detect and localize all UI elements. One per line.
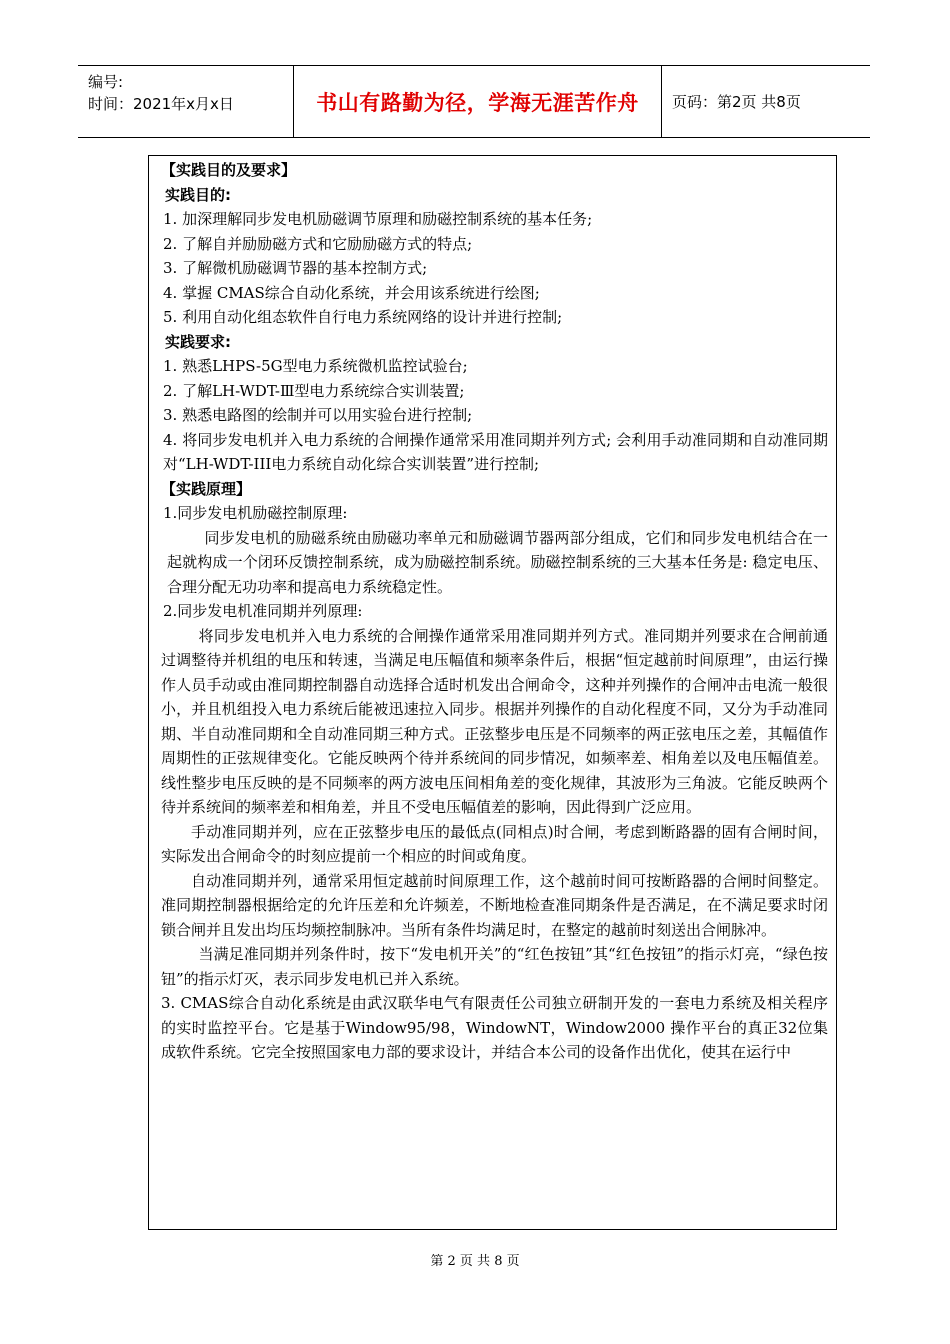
principle-6-text: 3. CMAS综合自动化系统是由武汉联华电气有限责任公司独立研制开发的一套电力系统及相关程序的实时监控平台。它是基于Window95/98，WindowNT，Window2000 操作平台的真正32位集成软件系统。它完全按照国家电力部的要求设计，并结合本公司的设备作出优化，使其在运行中 bbox=[161, 994, 828, 1061]
purpose-item-5: 5. 利用自动化组态软件自行电力系统网络的设计并进行控制; bbox=[163, 308, 563, 326]
content-body bbox=[149, 156, 836, 1065]
page-footer: 第 2 页 共 8 页 bbox=[430, 1254, 520, 1269]
principle-2-title: 2.同步发电机准同期并列原理: bbox=[163, 602, 363, 620]
principle-5-text: 当满足准同期并列条件时，按下“发电机开关”的“红色按钮”其“红色按钮”的指示灯亮，“绿色按钮”的指示灯灭，表示同步发电机已并入系统。 bbox=[161, 945, 828, 988]
principle-2-text: 将同步发电机并入电力系统的合闸操作通常采用准同期并列方式。准同期并列要求在合闸前通过调整待并机组的电压和转速，当满足电压幅值和频率条件后，根据“恒定越前时间原理”，由运行操作人员手动或由准同期控制器自动选择合适时机发出合闸命令，这种并列操作的合闸冲击电流一般很小，并且机组投入电力系统后能被迅速拉入同步。根据并列操作的自动化程度不同，又分为手动准同期、半自动准同期和全自动准同期三种方式。正弦整步电压是不同频率的两正弦电压之差，其幅值作周期性的正弦规律变化。它能反映两个待并系统间的同步情况，如频率差、相角差以及电压幅值差。线性整步电压反映的是不同频率的两方波电压间相角差的变化规律，其波形为三角波。它能反映两个待并系统间的频率差和相角差，并且不受电压幅值差的影响，因此得到广泛应用。 bbox=[161, 626, 828, 816]
require-item-3: 3. 熟悉电路图的绘制并可以用实验台进行控制; bbox=[163, 406, 473, 424]
number-label: 编号: bbox=[88, 73, 124, 91]
purpose-item-2: 2. 了解自并励励磁方式和它励励磁方式的特点; bbox=[163, 234, 473, 253]
date-label: 时间：2021年x月x日 bbox=[88, 95, 234, 113]
purpose-item-3: 3. 了解微机励磁调节器的基本控制方式; bbox=[163, 259, 428, 277]
section-title-purpose: 【实践目的及要求】 bbox=[161, 161, 297, 179]
principle-1-title: 1.同步发电机励磁控制原理: bbox=[163, 504, 348, 522]
purpose-item-1: 1. 加深理解同步发电机励磁调节原理和励磁控制系统的基本任务; bbox=[163, 210, 593, 228]
principle-4-text: 自动准同期并列，通常采用恒定越前时间原理工作，这个越前时间可按断路器的合闸时间整定。准同期控制器根据给定的允许压差和允许频差，不断地检查准同期条件是否满足，在不满足要求时闭锁合闸并且发出均压均频控制脉冲。当所有条件均满足时，在整定的越前时刻送出合闸脉冲。 bbox=[161, 871, 828, 939]
principle-3-text: 手动准同期并列，应在正弦整步电压的最低点(同相点)时合闸，考虑到断路器的固有合闸时间，实际发出合闸命令的时刻应提前一个相应的时间或角度。 bbox=[161, 822, 828, 865]
motto-text: 书山有路勤为径，学海无涯苦作舟 bbox=[294, 66, 662, 137]
page-header bbox=[78, 65, 870, 138]
section-title-principle: 【实践原理】 bbox=[161, 479, 252, 498]
require-title: 实践要求: bbox=[165, 332, 231, 351]
require-item-2: 2. 了解LH-WDT-Ⅲ型电力系统综合实训装置; bbox=[163, 381, 465, 400]
require-item-4: 4. 将同步发电机并入电力系统的合闸操作通常采用准同期并列方式; 会利用手动准同期和自动准同期对“LH-WDT-III电力系统自动化综合实训装置”进行控制; bbox=[163, 430, 828, 473]
principle-1-text: 同步发电机的励磁系统由励磁功率单元和励磁调节器两部分组成，它们和同步发电机结合在一起就构成一个闭环反馈控制系统，成为励磁控制系统。励磁控制系统的三大基本任务是: 稳定电压、合理分配无功功率和提高电力系统稳定性。 bbox=[167, 528, 828, 596]
purpose-item-4: 4. 掌握 CMAS综合自动化系统，并会用该系统进行绘图; bbox=[163, 283, 540, 302]
require-item-1: 1. 熟悉LHPS-5G型电力系统微机监控试验台; bbox=[163, 357, 468, 375]
header-left-cell bbox=[78, 66, 294, 137]
purpose-title: 实践目的: bbox=[165, 185, 231, 204]
page-info: 页码：第2页 共8页 bbox=[672, 93, 801, 111]
content-box bbox=[148, 155, 837, 1230]
